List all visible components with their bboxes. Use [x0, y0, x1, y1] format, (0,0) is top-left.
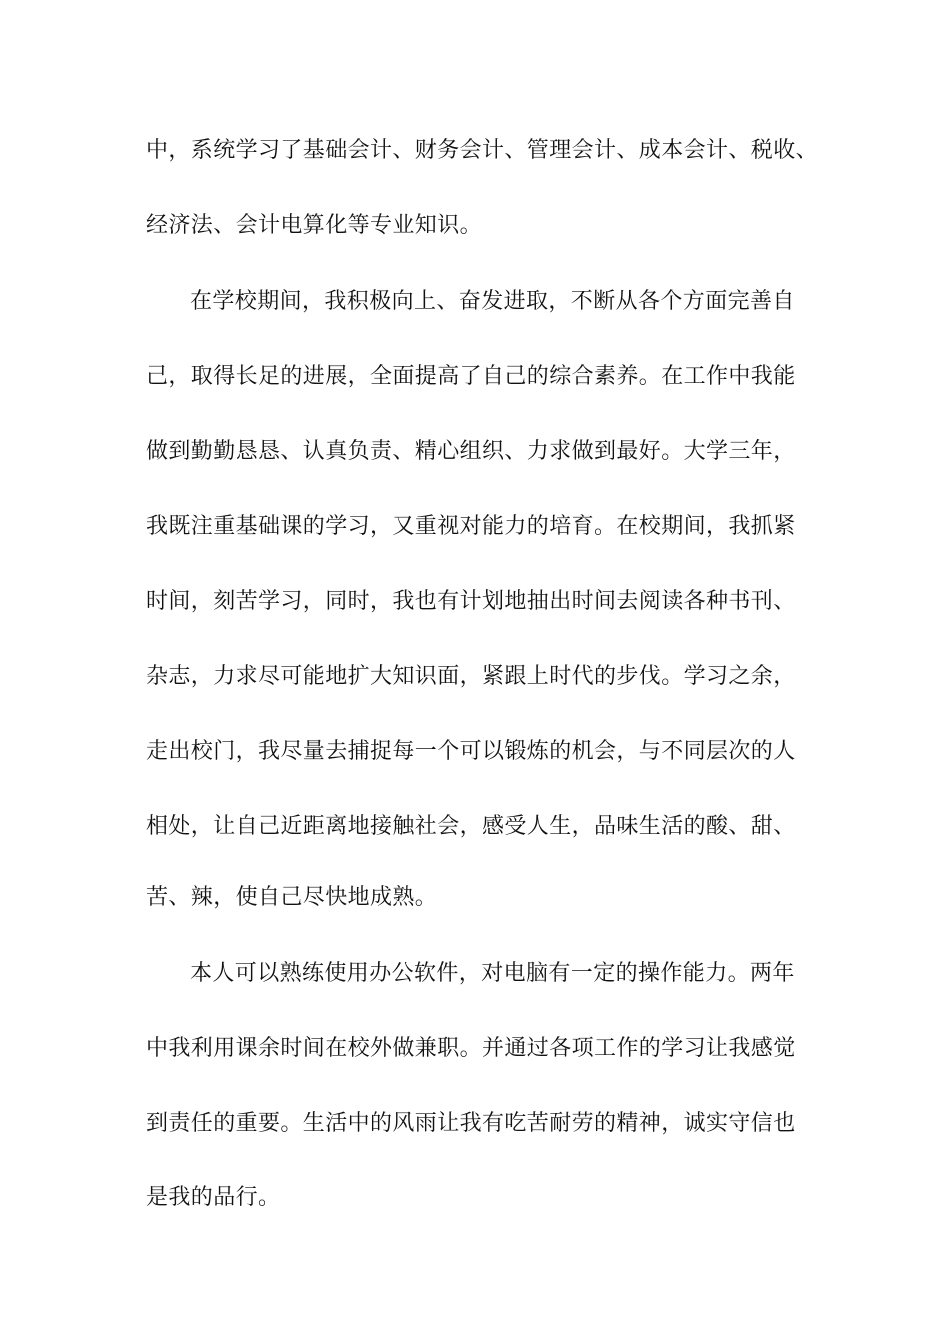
- text-line: 经济法、会计电算化等专业知识。: [146, 213, 483, 238]
- text-line: 我既注重基础课的学习，又重视对能力的培育。在校期间，我抓紧: [146, 514, 796, 539]
- paragraph-first-line: 在学校期间，我积极向上、奋发进取，不断从各个方面完善自: [190, 289, 795, 314]
- text-line: 时间，刻苦学习，同时，我也有计划地抽出时间去阅读各种书刊、: [146, 589, 796, 614]
- text-line: 相处，让自己近距离地接触社会，感受人生，品味生活的酸、甜、: [146, 814, 796, 839]
- text-line: 走出校门，我尽量去捕捉每一个可以锻炼的机会，与不同层次的人: [146, 739, 796, 764]
- text-line: 是我的品行。: [146, 1185, 281, 1210]
- text-line: 中我利用课余时间在校外做兼职。并通过各项工作的学习让我感觉: [146, 1036, 796, 1061]
- text-line: 中，系统学习了基础会计、财务会计、管理会计、成本会计、税收、: [146, 138, 819, 163]
- paragraph-first-line: 本人可以熟练使用办公软件，对电脑有一定的操作能力。两年: [190, 961, 795, 986]
- text-line: 苦、辣，使自己尽快地成熟。: [146, 885, 438, 910]
- text-line: 到责任的重要。生活中的风雨让我有吃苦耐劳的精神，诚实守信也: [146, 1111, 796, 1136]
- text-line: 杂志，力求尽可能地扩大知识面，紧跟上时代的步伐。学习之余，: [146, 664, 796, 689]
- text-line: 做到勤勤恳恳、认真负责、精心组织、力求做到最好。大学三年，: [146, 439, 796, 464]
- text-line: 己，取得长足的进展，全面提高了自己的综合素养。在工作中我能: [146, 364, 796, 389]
